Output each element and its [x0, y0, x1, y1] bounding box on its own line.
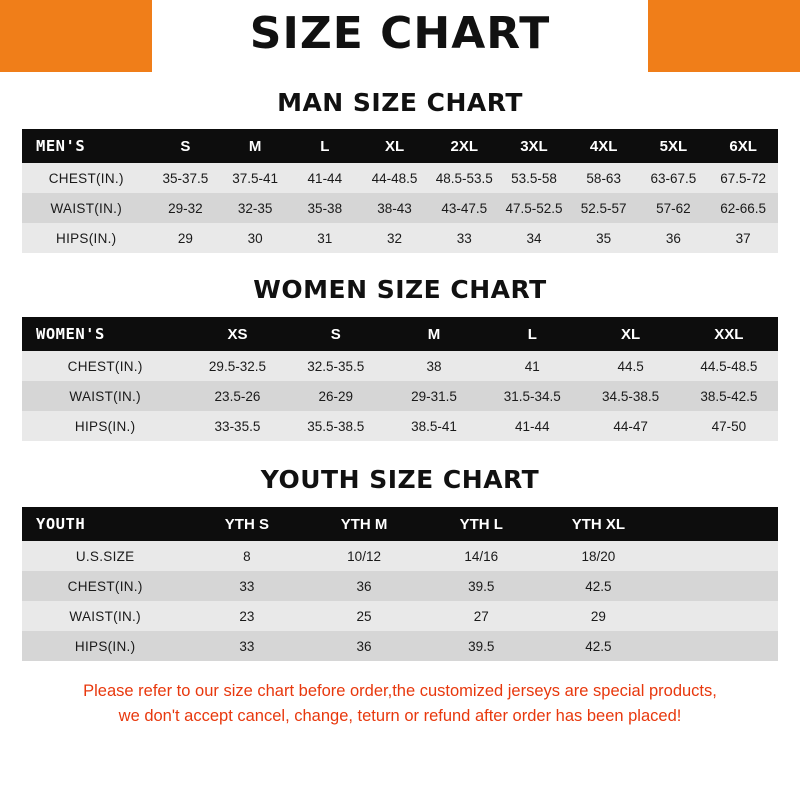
- youth-ussize-xl: 18/20: [540, 541, 657, 571]
- women-row-header: WOMEN'S: [22, 317, 188, 351]
- table-header-row: [22, 317, 778, 351]
- page-title: SIZE CHART: [249, 8, 551, 59]
- men-col-xl: XL: [360, 129, 430, 163]
- men-chest-3xl: 53.5-58: [499, 163, 569, 193]
- youth-waist-s: 23: [188, 601, 305, 631]
- men-waist-5xl: 57-62: [639, 193, 709, 223]
- men-col-l: L: [290, 129, 360, 163]
- youth-chest-m: 36: [305, 571, 422, 601]
- men-col-4xl: 4XL: [569, 129, 639, 163]
- table-row: [22, 601, 778, 631]
- men-waist-s: 29-32: [151, 193, 221, 223]
- women-row-label-hips: HIPS(IN.): [22, 411, 188, 441]
- men-hips-6xl: 37: [708, 223, 778, 253]
- header-banner: [0, 0, 800, 72]
- youth-ussize-l: 14/16: [423, 541, 540, 571]
- table-row: [22, 571, 778, 601]
- women-chest-xl: 44.5: [581, 351, 679, 381]
- men-col-s: S: [151, 129, 221, 163]
- women-waist-l: 31.5-34.5: [483, 381, 581, 411]
- men-waist-4xl: 52.5-57: [569, 193, 639, 223]
- women-hips-xl: 44-47: [581, 411, 679, 441]
- men-chest-m: 37.5-41: [220, 163, 290, 193]
- youth-chest-l: 39.5: [423, 571, 540, 601]
- men-hips-3xl: 34: [499, 223, 569, 253]
- footer-disclaimer: [22, 679, 778, 729]
- youth-row-label-hips: HIPS(IN.): [22, 631, 188, 661]
- youth-row-header: YOUTH: [22, 507, 188, 541]
- youth-hips-spacer: [657, 631, 778, 661]
- youth-col-m: YTH M: [305, 507, 422, 541]
- men-waist-3xl: 47.5-52.5: [499, 193, 569, 223]
- youth-col-spacer: [657, 507, 778, 541]
- women-chest-s: 32.5-35.5: [287, 351, 385, 381]
- men-hips-m: 30: [220, 223, 290, 253]
- men-chest-s: 35-37.5: [151, 163, 221, 193]
- men-row-label-chest: CHEST(IN.): [22, 163, 151, 193]
- table-row: [22, 541, 778, 571]
- youth-size-table: [22, 507, 778, 661]
- men-row-header: MEN'S: [22, 129, 151, 163]
- table-row: [22, 411, 778, 441]
- women-waist-xs: 23.5-26: [188, 381, 286, 411]
- youth-ussize-m: 10/12: [305, 541, 422, 571]
- youth-row-label-ussize: U.S.SIZE: [22, 541, 188, 571]
- youth-waist-m: 25: [305, 601, 422, 631]
- men-waist-m: 32-35: [220, 193, 290, 223]
- table-row: [22, 193, 778, 223]
- men-row-label-hips: HIPS(IN.): [22, 223, 151, 253]
- men-size-table: [22, 129, 778, 253]
- men-waist-6xl: 62-66.5: [708, 193, 778, 223]
- women-hips-l: 41-44: [483, 411, 581, 441]
- men-row-label-waist: WAIST(IN.): [22, 193, 151, 223]
- table-row: [22, 351, 778, 381]
- youth-ussize-spacer: [657, 541, 778, 571]
- youth-chest-spacer: [657, 571, 778, 601]
- women-col-xs: XS: [188, 317, 286, 351]
- men-chest-4xl: 58-63: [569, 163, 639, 193]
- men-hips-l: 31: [290, 223, 360, 253]
- table-header-row: [22, 129, 778, 163]
- youth-chest-s: 33: [188, 571, 305, 601]
- women-section-title: WOMEN SIZE CHART: [253, 275, 547, 304]
- women-chest-m: 38: [385, 351, 483, 381]
- women-hips-m: 38.5-41: [385, 411, 483, 441]
- youth-row-label-chest: CHEST(IN.): [22, 571, 188, 601]
- women-col-xl: XL: [581, 317, 679, 351]
- women-col-xxl: XXL: [680, 317, 778, 351]
- men-chest-6xl: 67.5-72: [708, 163, 778, 193]
- women-chest-xxl: 44.5-48.5: [680, 351, 778, 381]
- women-row-label-waist: WAIST(IN.): [22, 381, 188, 411]
- women-row-label-chest: CHEST(IN.): [22, 351, 188, 381]
- women-waist-s: 26-29: [287, 381, 385, 411]
- men-hips-2xl: 33: [429, 223, 499, 253]
- youth-col-s: YTH S: [188, 507, 305, 541]
- women-size-table: [22, 317, 778, 441]
- youth-waist-spacer: [657, 601, 778, 631]
- men-col-m: M: [220, 129, 290, 163]
- men-chest-5xl: 63-67.5: [639, 163, 709, 193]
- content-area: [0, 88, 800, 729]
- men-hips-s: 29: [151, 223, 221, 253]
- youth-hips-s: 33: [188, 631, 305, 661]
- men-col-6xl: 6XL: [708, 129, 778, 163]
- men-chest-xl: 44-48.5: [360, 163, 430, 193]
- men-col-2xl: 2XL: [429, 129, 499, 163]
- youth-hips-xl: 42.5: [540, 631, 657, 661]
- footer-line-2: we don't accept cancel, change, teturn or refund after order has been placed!: [118, 706, 682, 725]
- table-row: [22, 163, 778, 193]
- men-hips-xl: 32: [360, 223, 430, 253]
- youth-waist-l: 27: [423, 601, 540, 631]
- women-waist-m: 29-31.5: [385, 381, 483, 411]
- men-hips-5xl: 36: [639, 223, 709, 253]
- youth-chest-xl: 42.5: [540, 571, 657, 601]
- youth-col-l: YTH L: [423, 507, 540, 541]
- youth-hips-m: 36: [305, 631, 422, 661]
- women-hips-s: 35.5-38.5: [287, 411, 385, 441]
- women-col-m: M: [385, 317, 483, 351]
- men-hips-4xl: 35: [569, 223, 639, 253]
- table-header-row: [22, 507, 778, 541]
- men-col-3xl: 3XL: [499, 129, 569, 163]
- youth-hips-l: 39.5: [423, 631, 540, 661]
- youth-row-label-waist: WAIST(IN.): [22, 601, 188, 631]
- women-chest-l: 41: [483, 351, 581, 381]
- women-col-s: S: [287, 317, 385, 351]
- table-row: [22, 223, 778, 253]
- women-waist-xxl: 38.5-42.5: [680, 381, 778, 411]
- youth-ussize-s: 8: [188, 541, 305, 571]
- women-hips-xs: 33-35.5: [188, 411, 286, 441]
- men-chest-2xl: 48.5-53.5: [429, 163, 499, 193]
- women-chest-xs: 29.5-32.5: [188, 351, 286, 381]
- women-hips-xxl: 47-50: [680, 411, 778, 441]
- men-waist-xl: 38-43: [360, 193, 430, 223]
- men-section-title: MAN SIZE CHART: [277, 88, 523, 117]
- table-row: [22, 631, 778, 661]
- men-col-5xl: 5XL: [639, 129, 709, 163]
- women-waist-xl: 34.5-38.5: [581, 381, 679, 411]
- footer-line-1: Please refer to our size chart before order,the customized jerseys are special products,: [83, 682, 717, 700]
- youth-section-title: YOUTH SIZE CHART: [260, 465, 540, 494]
- men-chest-l: 41-44: [290, 163, 360, 193]
- men-waist-2xl: 43-47.5: [429, 193, 499, 223]
- women-col-l: L: [483, 317, 581, 351]
- youth-waist-xl: 29: [540, 601, 657, 631]
- header-banner-inner: [152, 0, 648, 72]
- table-row: [22, 381, 778, 411]
- youth-col-xl: YTH XL: [540, 507, 657, 541]
- men-waist-l: 35-38: [290, 193, 360, 223]
